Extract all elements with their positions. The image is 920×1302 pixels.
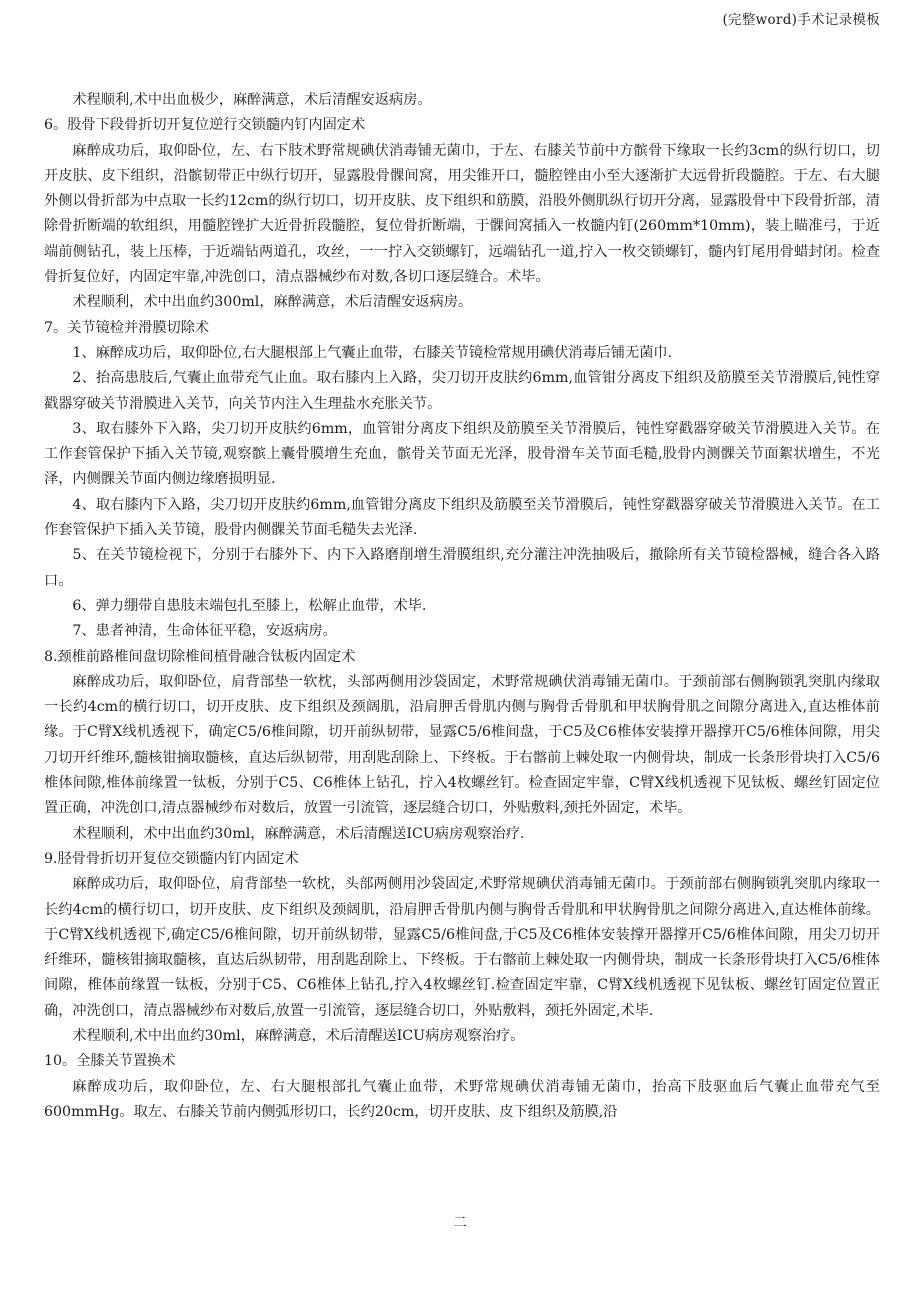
section-heading: 7。关节镜检并滑膜切除术 [44, 319, 210, 336]
section-heading: 8.颈椎前路椎间盘切除椎间植骨融合钛板内固定术 [44, 648, 356, 665]
body-paragraph: 术程顺利,术中出血约30ml，麻醉满意，术后清醒送ICU病房观察治疗。 [72, 1027, 525, 1044]
body-paragraph: 麻醉成功后，取仰卧位，肩背部垫一软枕，头部两侧用沙袋固定,术野常规碘伏消毒铺无菌巾。于颈前部右侧胸锁乳突肌内缘取一长约4cm的横行切口，切开皮肤、皮下组织及颈阔肌，沿肩胛舌骨肌内侧与胸骨舌骨肌和甲状胸骨肌之间隙分离进入,直达椎体前缘。于C臂X线机透视下,确定C5/6椎间隙，切开前纵韧带，显露C5/6椎间盘,于C5及C6椎体安装撑开器撑开C5/6椎体间隙，用尖刀切开纤维环，髓核钳摘取髓核，直达后纵韧带，用刮匙刮除上、下终板。于右髂前上棘处取一内侧骨块，制成一长条形骨块打入C5/6椎体间隙，椎体前缘置一钛板，分别于C5、C6椎体上钻孔,拧入4枚螺丝钉.检查固定牢靠，C臂X线机透视下见钛板、螺丝钉固定位置正确，冲洗创口，清点器械纱布对数后,放置一引流管，逐层缝合切口，外贴敷料，颈托外固定,术毕. [44, 876, 880, 1019]
body-paragraph: 2、抬高患肢后,气囊止血带充气止血。取右膝内上入路，尖刀切开皮肤约6mm,血管钳分离皮下组织及筋膜至关节滑膜后,钝性穿戳器穿破关节滑膜进入关节，向关节内注入生理盐水充胀关节。 [44, 370, 880, 412]
body-paragraph: 3、取右膝外下入路，尖刀切开皮肤约6mm，血管钳分离皮下组织及筋膜至关节滑膜后，钝性穿戳器穿破关节滑膜进入关节。在工作套管保护下插入关节镜,观察髌上囊骨膜增生充血，髌骨关节面无光泽，股骨滑车关节面毛糙,股骨内测髁关节面絮状增生，不光泽，内侧髁关节面内侧边缘磨损明显. [44, 420, 880, 488]
body-paragraph: 麻醉成功后，取仰卧位，左、右大腿根部扎气囊止血带，术野常规碘伏消毒铺无菌巾，抬高下肢驱血后气囊止血带充气至600mmHg。取左、右膝关节前内侧弧形切口，长约20cm，切开皮肤、皮下组织及筋膜,沿 [44, 1078, 880, 1120]
section-heading: 9.胫骨骨折切开复位交锁髓内钉内固定术 [44, 850, 299, 867]
body-paragraph: 4、取右膝内下入路，尖刀切开皮肤约6mm,血管钳分离皮下组织及筋膜至关节滑膜后，钝性穿戳器穿破关节滑膜进入关节。在工作套管保护下插入关节镜，股骨内侧髁关节面毛糙失去光泽. [44, 496, 880, 539]
body-paragraph: 7、患者神清，生命体征平稳，安返病房。 [72, 623, 337, 640]
body-paragraph: 麻醉成功后，取仰卧位，左、右下肢术野常规碘伏消毒铺无菌巾，于左、右膝关节前中方髌骨下缘取一长约3cm的纵行切口，切开皮肤、皮下组织，沿髌韧带正中纵行切开，显露股骨髁间窝，用尖锥开口，髓腔锉由小至大逐渐扩大远骨折段髓腔。于左、右大腿外侧以骨折部为中点取一长约12cm的纵行切口，切开皮肤、皮下组织和筋膜，沿股外侧肌纵行切开分离，显露股骨中下段骨折部，清除骨折断端的软组织，用髓腔锉扩大近骨折段髓腔，复位骨折断端，于髁间窝插入一枚髓内钉(260mm*10mm)，装上瞄准弓，于近端前侧钻孔，装上压棒，于近端钻两道孔，攻丝，一一拧入交锁螺钉，远端钻孔一道,拧入一枚交锁螺钉，髓内钉尾用骨蜡封闭。检查骨折复位好，内固定牢靠,冲洗创口，清点器械纱布对数,各切口逐层缝合。术毕。 [44, 142, 880, 286]
body-paragraph: 6、弹力绷带自患肢末端包扎至膝上，松解止血带，术毕. [72, 597, 427, 614]
body-paragraph: 1、麻醉成功后，取仰卧位,右大腿根部上气囊止血带，右膝关节镜检常规用碘伏消毒后铺无菌巾. [72, 344, 673, 361]
page-header: (完整word)手术记录模板 [722, 12, 880, 28]
body-paragraph: 5、在关节镜检视下，分别于右膝外下、内下入路磨削增生滑膜组织,充分灌注冲洗抽吸后，撤除所有关节镜检器械，缝合各入路口。 [44, 547, 880, 589]
body-paragraph: 麻醉成功后，取仰卧位，肩背部垫一软枕，头部两侧用沙袋固定，术野常规碘伏消毒铺无菌巾。于颈前部右侧胸锁乳突肌内缘取一长约4cm的横行切口，切开皮肤、皮下组织及颈阔肌，沿肩胛舌骨肌内侧与胸骨舌骨肌和甲状胸骨肌之间隙分离进入,直达椎体前缘。于C臂X线机透视下，确定C5/6椎间隙，切开前纵韧带，显露C5/6椎间盘，于C5及C6椎体安装撑开器撑开C5/6椎体间隙，用尖刀切开纤维环,髓核钳摘取髓核，直达后纵韧带，用刮匙刮除上、下终板。于右髂前上棘处取一内侧骨块，制成一长条形骨块打入C5/6椎体间隙,椎体前缘置一钛板，分别于C5、C6椎体上钻孔，拧入4枚螺丝钉。检查固定牢靠，C臂X线机透视下见钛板、螺丝钉固定位置正确，冲洗创口,清点器械纱布对数后，放置一引流管，逐层缝合切口，外贴敷料,颈托外固定，术毕。 [44, 673, 880, 817]
document-body [44, 88, 880, 1125]
body-paragraph: 术程顺利，术中出血约300ml，麻醉满意，术后清醒安返病房。 [72, 294, 473, 311]
section-heading: 10。全膝关节置换术 [44, 1053, 176, 1070]
section-heading: 6。股骨下段骨折切开复位逆行交锁髓内钉内固定术 [44, 117, 366, 134]
page-number: 二 [453, 1215, 467, 1231]
body-paragraph: 术程顺利,术中出血极少，麻醉满意，术后清醒安返病房。 [72, 92, 432, 108]
body-paragraph: 术程顺利，术中出血约30ml，麻醉满意，术后清醒送ICU病房观察治疗. [72, 825, 525, 842]
